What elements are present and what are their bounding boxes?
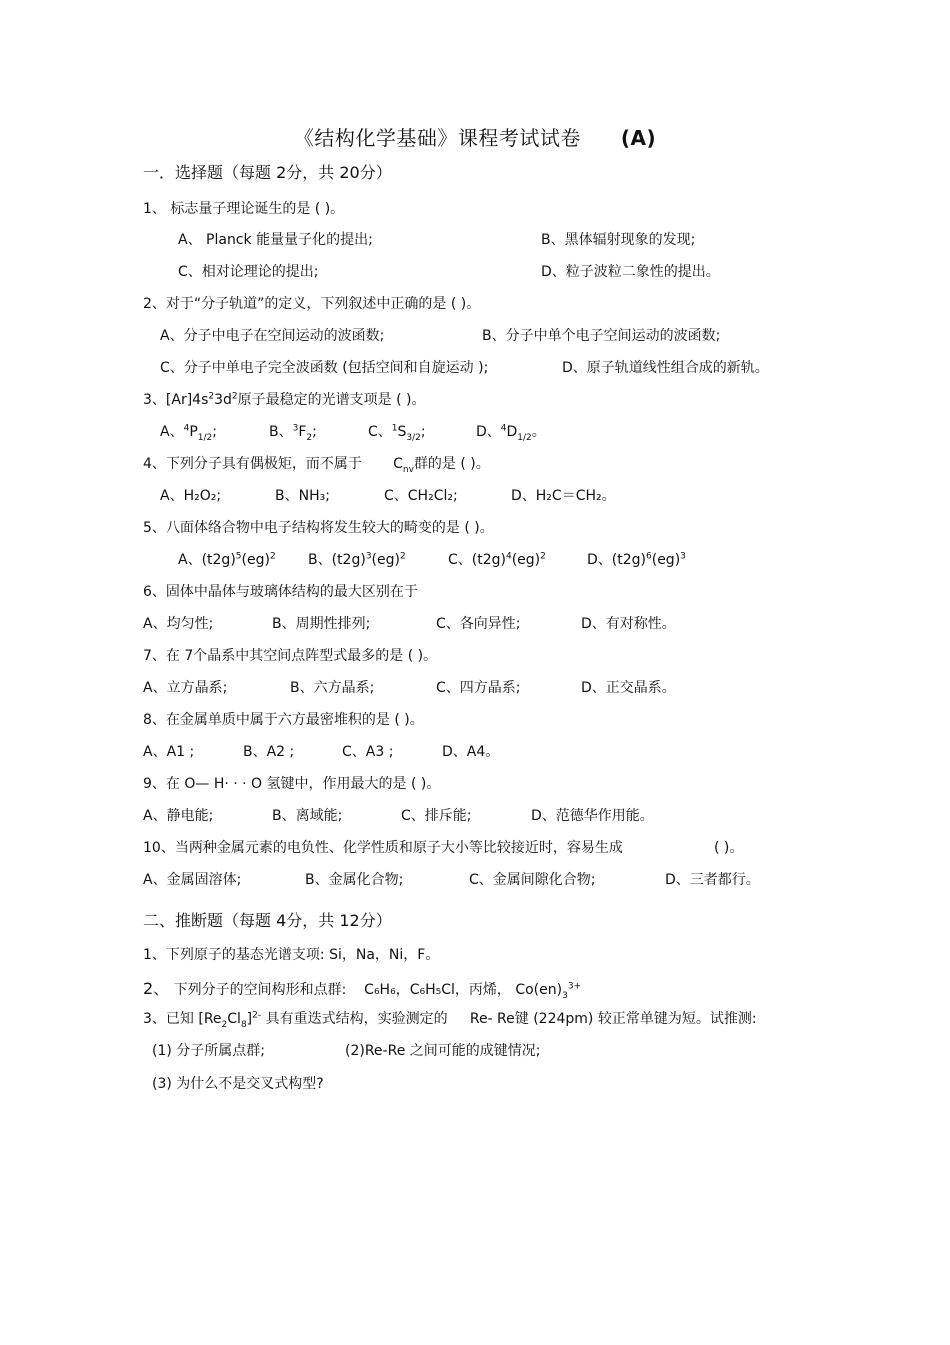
q7-option-d: D、正交晶系。	[581, 680, 676, 696]
title-text: 《结构化学基础》课程考试试卷	[293, 126, 581, 150]
q9-option-b: B、离域能;	[272, 808, 343, 824]
q9-option-d: D、范德华作用能。	[531, 808, 654, 824]
s2-q3: 3、已知 $[Re_2Cl_8]^{2-}$ 具有重迭式结构，实验测定的 Re- Re键 (224pm) 较正常单键为短。试推测:	[143, 1010, 757, 1030]
q5-option-c: C、$(t2g)^4(eg)^2$	[448, 551, 546, 568]
q4-option-b: B、NH₃;	[275, 488, 330, 504]
q7-option-c: C、四方晶系;	[436, 680, 521, 696]
q3-option-d: D、$^4D_{1/2}$。	[476, 423, 546, 443]
q9-option-a: A、静电能;	[143, 808, 214, 824]
q3-option-a: A、$^4P_{1/2}$;	[160, 423, 217, 443]
q4-option-a: A、H₂O₂;	[160, 488, 222, 504]
q2-stem: 2、对于“分子轨道”的定义，下列叙述中正确的是 ( )。	[143, 296, 481, 312]
q10-stem: 10、当两种金属元素的电负性、化学性质和原子大小等比较接近时，容易生成	[143, 840, 623, 856]
s2-q3-sub2: (2)Re-Re 之间可能的成键情况;	[345, 1043, 541, 1059]
q4-option-c: C、CH₂Cl₂;	[384, 488, 458, 504]
q5-option-d: D、$(t2g)^6(eg)^3$	[587, 551, 686, 568]
q8-option-c: C、A3 ;	[342, 744, 394, 760]
q8-option-d: D、A4。	[442, 744, 500, 760]
title-tag: (A)	[620, 126, 657, 150]
q1-option-d: D、粒子波粒二象性的提出。	[541, 264, 720, 280]
section-2-heading: 二、推断题（每题 4分，共 12分）	[143, 911, 392, 930]
q8-stem: 8、在金属单质中属于六方最密堆积的是 ( )。	[143, 712, 424, 728]
q6-option-c: C、各向异性;	[436, 616, 521, 632]
q4-option-d: D、H₂C＝CH₂。	[511, 488, 616, 504]
q2-option-b: B、分子中单个电子空间运动的波函数;	[482, 328, 721, 344]
page-title	[0, 122, 950, 151]
q8-option-b: B、A2 ;	[243, 744, 295, 760]
q10-option-a: A、金属固溶体;	[143, 872, 242, 888]
q8-option-a: A、A1 ;	[143, 744, 195, 760]
q10-option-d: D、三者都行。	[665, 872, 760, 888]
q2-option-d: D、原子轨道线性组合成的新轨。	[562, 360, 769, 376]
s2-q2: 2、 下列分子的空间构形和点群: C₆H₆，C₆H₅Cl，丙烯， $Co(en)_3^{3+}$	[143, 979, 582, 1001]
q10-stem-tail: ( )。	[714, 840, 744, 856]
q7-option-a: A、立方晶系;	[143, 680, 228, 696]
q1-option-a: A、 Planck 能量量子化的提出;	[178, 232, 373, 248]
q6-option-b: B、周期性排列;	[272, 616, 371, 632]
q4-stem: 4、下列分子具有偶极矩，而不属于 $C_{nv}$群的是 ( )。	[143, 456, 490, 475]
q3-stem: 3、$[Ar]4s^23d^2$原子最稳定的光谱支项是 ( )。	[143, 391, 426, 408]
q10-option-b: B、金属化合物;	[305, 872, 404, 888]
q6-stem: 6、固体中晶体与玻璃体结构的最大区别在于	[143, 584, 418, 600]
s2-q3-sub3: (3) 为什么不是交叉式构型?	[152, 1076, 324, 1092]
q5-stem: 5、八面体络合物中电子结构将发生较大的畸变的是 ( )。	[143, 520, 494, 536]
q5-option-b: B、$(t2g)^3(eg)^2$	[308, 551, 406, 568]
q2-option-c: C、分子中单电子完全波函数 (包括空间和自旋运动 );	[160, 360, 489, 376]
q9-option-c: C、排斥能;	[401, 808, 472, 824]
q1-option-c: C、相对论理论的提出;	[178, 264, 319, 280]
s2-q1: 1、下列原子的基态光谱支项: Si，Na，Ni，F。	[143, 947, 440, 963]
q9-stem: 9、在 O— H· · · O 氢键中，作用最大的是 ( )。	[143, 776, 441, 792]
q10-option-c: C、金属间隙化合物;	[469, 872, 596, 888]
q6-option-d: D、有对称性。	[581, 616, 676, 632]
q1-option-b: B、黑体辐射现象的发现;	[541, 232, 696, 248]
s2-q3-sub1: (1) 分子所属点群;	[152, 1043, 265, 1059]
q3-option-b: B、$^3F_2$;	[269, 423, 317, 443]
q1-stem: 1、 标志量子理论诞生的是 ( )。	[143, 201, 345, 217]
q2-option-a: A、分子中电子在空间运动的波函数;	[160, 328, 385, 344]
q5-option-a: A、$(t2g)^5(eg)^2$	[178, 551, 276, 568]
q7-option-b: B、六方晶系;	[290, 680, 375, 696]
q7-stem: 7、在 7个晶系中其空间点阵型式最多的是 ( )。	[143, 648, 438, 664]
q3-option-c: C、$^1S_{3/2}$;	[368, 423, 426, 443]
q6-option-a: A、均匀性;	[143, 616, 214, 632]
section-1-heading: 一．选择题（每题 2分，共 20分）	[143, 163, 392, 182]
